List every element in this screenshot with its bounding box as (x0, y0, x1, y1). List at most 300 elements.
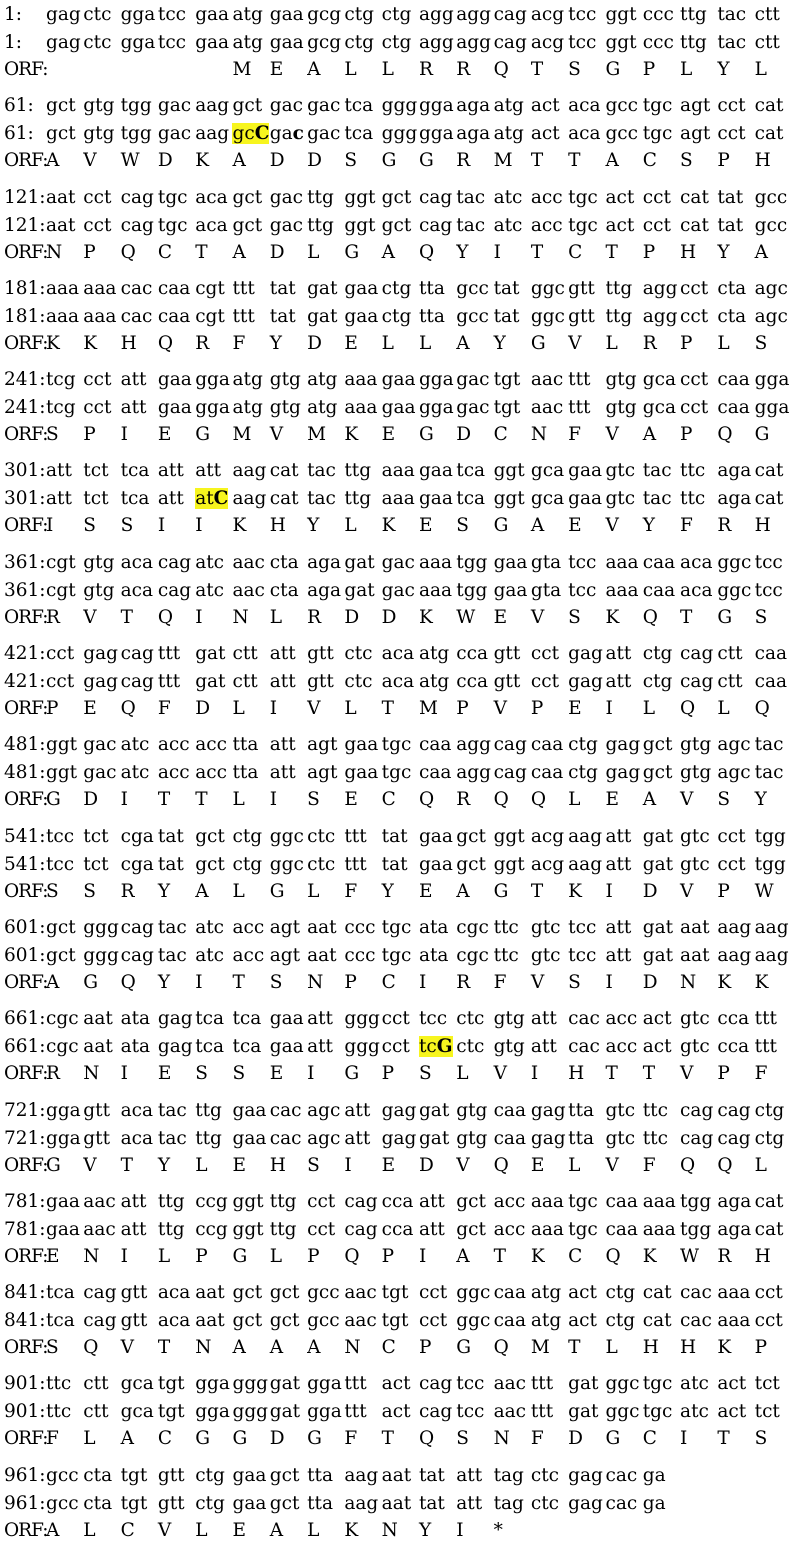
codon: tcc (157, 32, 187, 53)
codon: gac (157, 95, 192, 117)
codon: aga (307, 551, 341, 573)
codon: gtt (83, 1099, 111, 1121)
codon: tcg (46, 369, 76, 391)
codon: gaa (269, 32, 304, 53)
codon: gga (195, 369, 230, 391)
amino-acid: F (530, 1428, 544, 1450)
amino-acid: D (418, 1154, 434, 1176)
codon: gag (530, 1099, 566, 1121)
codon: gga (46, 1127, 81, 1149)
codon: caa (605, 1218, 638, 1240)
codon: ttt (344, 1373, 367, 1395)
orf-translation-line (4, 1518, 531, 1544)
codon: gca (642, 369, 676, 391)
codon: gca (120, 1401, 154, 1423)
codon: acc (530, 214, 563, 236)
codon: ttt (232, 277, 255, 299)
codon: ggt (232, 1218, 264, 1240)
codon: att (307, 1036, 333, 1058)
codon: tgc (157, 214, 188, 236)
amino-acid: I (195, 971, 203, 993)
codon: att (418, 1190, 445, 1212)
amino-acid: W (456, 606, 476, 628)
amino-acid: S (717, 789, 731, 811)
amino-acid: A (456, 1245, 470, 1267)
codon: tgc (642, 1373, 673, 1395)
codon: tcc (568, 944, 597, 966)
query-sequence-line (4, 1126, 792, 1152)
codon: ctt (717, 671, 743, 693)
codon: tgc (157, 186, 188, 208)
codon: ttt (344, 825, 367, 847)
codon: acc (530, 186, 563, 208)
codon: ggg (83, 916, 119, 938)
codon: gaa (195, 32, 230, 53)
codon: gga (195, 397, 230, 419)
codon: att (605, 825, 632, 847)
amino-acid: A (269, 1337, 284, 1359)
codon: aat (307, 916, 337, 938)
codon: ttg (605, 277, 633, 299)
codon: cgt (46, 551, 76, 573)
codon: ccc (344, 916, 376, 938)
codon: gtc (680, 1008, 710, 1030)
codon: cta (83, 1492, 113, 1514)
codon: gca (530, 460, 565, 482)
codon: agg (642, 277, 678, 299)
amino-acid: C (642, 150, 657, 172)
codon: att (157, 460, 184, 482)
orf-translation-line (4, 331, 792, 357)
amino-acid: S (344, 150, 358, 172)
codon: gct (269, 1282, 300, 1304)
codon: cct (83, 186, 112, 208)
amino-acid: H (269, 515, 286, 537)
mutation-highlight (232, 123, 269, 144)
codon: atg (418, 671, 450, 693)
codon: cct (418, 1282, 448, 1304)
position-label: 61: (4, 95, 34, 117)
codon: cag (680, 1127, 714, 1149)
codon: agg (456, 734, 491, 756)
codon: att (456, 1464, 483, 1486)
position-label: 721: (4, 1127, 46, 1149)
amino-acid: A (381, 241, 396, 263)
amino-acid: Q (680, 698, 696, 720)
codon: gga (418, 369, 454, 391)
codon: tca (195, 1008, 225, 1030)
codon: gtg (456, 1127, 488, 1149)
position-label: 361: (4, 551, 46, 573)
codon: aaa (344, 397, 378, 419)
orf-translation-line (4, 1061, 792, 1087)
mutated-codon (195, 486, 232, 512)
amino-acid: Y (381, 880, 394, 902)
position-label: 301: (4, 460, 46, 482)
codon: gcc (46, 1492, 79, 1514)
codon: cct (717, 853, 746, 875)
codon: acc (605, 1008, 638, 1030)
codon: gaa (418, 460, 453, 482)
alignment-block (4, 0, 780, 91)
codon: aca (157, 1310, 191, 1332)
codon: gtc (680, 1036, 710, 1058)
amino-acid: I (120, 789, 128, 811)
alignment-block (4, 365, 790, 456)
codon: ggt (46, 734, 78, 756)
codon: cac (120, 277, 153, 299)
amino-acid: Y (754, 789, 767, 811)
amino-acid: T (568, 150, 581, 172)
amino-acid: G (46, 1154, 61, 1176)
codon: tct (83, 488, 109, 510)
amino-acid: T (530, 880, 544, 902)
amino-acid: N (493, 1428, 510, 1450)
amino-acid: K (195, 150, 210, 172)
position-label: 781: (4, 1218, 46, 1240)
codon: agg (456, 32, 491, 53)
amino-acid: L (195, 1519, 208, 1541)
codon: att (605, 853, 632, 875)
mutated-base: C (254, 123, 270, 145)
amino-acid: S (83, 880, 96, 902)
amino-acid: C (381, 1337, 396, 1359)
codon: aca (568, 123, 601, 145)
codon: ggt (493, 488, 525, 510)
codon: ttg (195, 1127, 222, 1149)
codon: gac (157, 123, 192, 145)
position-label: 481: (4, 734, 46, 756)
codon: ggc (605, 1401, 640, 1423)
codon: caa (605, 1190, 638, 1212)
amino-acid: R (418, 59, 433, 80)
amino-acid: P (680, 332, 693, 354)
codon: gaa (418, 825, 453, 847)
amino-acid: D (269, 150, 285, 172)
amino-acid: D (269, 241, 285, 263)
amino-acid: E (381, 1154, 396, 1176)
codon: agc (307, 1099, 341, 1121)
codon: gtc (680, 825, 710, 847)
amino-acid: K (232, 515, 247, 537)
amino-acid: P (418, 1337, 432, 1359)
amino-acid: S (46, 1337, 59, 1359)
codon: gct (232, 95, 263, 117)
reference-sequence-line (4, 185, 792, 211)
amino-acid: Y (157, 971, 171, 993)
amino-acid: Q (530, 789, 547, 811)
codon: aga (717, 488, 752, 510)
codon: gat (642, 853, 674, 875)
codon: agg (642, 305, 678, 327)
codon: cat (754, 460, 784, 482)
alignment-block (4, 548, 783, 639)
amino-acid: Q (754, 698, 770, 720)
amino-acid: D (381, 606, 397, 628)
codon: ctc (530, 1492, 560, 1514)
codon: aat (83, 1008, 113, 1030)
codon: aaa (418, 551, 453, 573)
amino-acid: L (568, 1154, 581, 1176)
codon: ctc (307, 825, 336, 847)
codon-text (270, 123, 304, 144)
amino-acid: L (605, 1337, 618, 1359)
amino-acid: V (83, 606, 97, 628)
codon: gca (642, 397, 676, 419)
codon: tgc (642, 95, 673, 117)
amino-acid: C (381, 789, 396, 811)
amino-acid: I (269, 789, 278, 811)
codon: gaa (232, 1099, 267, 1121)
amino-acid: I (120, 1063, 128, 1085)
amino-acid: I (530, 1063, 539, 1085)
codon: tgt (157, 1401, 185, 1423)
codon: ttc (493, 916, 519, 938)
codon: gaa (418, 488, 453, 510)
codon: gaa (195, 4, 230, 25)
amino-acid: G (46, 789, 61, 811)
amino-acid: I (418, 1245, 427, 1267)
amino-acid: S (568, 971, 581, 993)
codon: cgc (46, 1008, 79, 1030)
codon: ctg (381, 4, 412, 25)
codon: cct (754, 1282, 783, 1304)
query-sequence-line (4, 121, 792, 147)
codon: tgg (680, 1218, 712, 1240)
amino-acid: H (568, 1063, 585, 1085)
codon: tcc (568, 551, 597, 573)
codon: gag (605, 762, 641, 784)
amino-acid: E (269, 1063, 284, 1085)
amino-acid: M (530, 1337, 550, 1359)
amino-acid: F (493, 971, 507, 993)
codon: gac (307, 123, 341, 145)
amino-acid: A (307, 59, 321, 80)
codon: cta (83, 1464, 113, 1486)
codon: cag (493, 32, 527, 53)
codon: tct (754, 1401, 780, 1423)
codon: ctt (83, 1401, 109, 1423)
codon: tac (717, 4, 747, 25)
codon: cag (717, 1099, 751, 1121)
codon: ccc (642, 4, 674, 25)
amino-acid: T (568, 1337, 581, 1359)
codon: ggt (232, 1190, 264, 1212)
amino-acid: I (120, 424, 128, 446)
position-label: 601: (4, 944, 46, 966)
amino-acid: V (680, 880, 694, 902)
codon: ctg (344, 32, 375, 53)
amino-acid: E (605, 789, 619, 811)
amino-acid: E (157, 1063, 172, 1085)
amino-acid: V (83, 1154, 97, 1176)
codon: gct (46, 123, 76, 145)
amino-acid: Y (418, 1519, 432, 1541)
codon: aac (530, 397, 564, 419)
codon: gag (157, 1008, 193, 1030)
codon: cct (83, 369, 112, 391)
amino-acid: T (157, 789, 171, 811)
codon: ttt (568, 369, 591, 391)
position-label: 121: (4, 214, 46, 236)
codon: aat (680, 944, 710, 966)
codon: gga (418, 397, 454, 419)
amino-acid: S (120, 515, 134, 537)
amino-acid: G (232, 1245, 248, 1267)
codon: tac (642, 488, 672, 510)
codon: gat (195, 671, 226, 693)
codon: aat (46, 186, 76, 208)
amino-acid: K (717, 971, 732, 993)
codon: atg (418, 643, 450, 665)
codon: att (530, 1008, 557, 1030)
codon: ggg (344, 1036, 380, 1058)
amino-acid: L (307, 1519, 320, 1541)
codon: tta (568, 1127, 595, 1149)
position-label: 181: (4, 305, 46, 327)
amino-acid: D (642, 971, 658, 993)
amino-acid: H (680, 241, 697, 263)
amino-acid: G (344, 1063, 360, 1085)
codon: ctt (232, 671, 258, 693)
codon: ggt (605, 32, 637, 53)
codon: att (344, 1127, 371, 1149)
codon-prefix: tc (418, 1036, 437, 1058)
codon: cag (680, 1099, 714, 1121)
amino-acid: G (195, 424, 210, 446)
codon: tta (418, 305, 445, 327)
orf-label: ORF: (4, 1519, 48, 1541)
codon: aaa (717, 1310, 751, 1332)
position-label: 481: (4, 762, 46, 784)
codon: gcc (307, 1310, 340, 1332)
amino-acid: L (157, 1245, 171, 1267)
query-sequence-line (4, 943, 792, 969)
codon: cag (157, 551, 192, 573)
codon: gtg (269, 369, 301, 391)
amino-acid: Y (157, 880, 171, 902)
codon: tgc (381, 916, 412, 938)
codon: tgc (642, 1401, 673, 1423)
amino-acid: A (307, 1337, 321, 1359)
amino-acid: G (456, 1337, 472, 1359)
codon: aaa (344, 369, 378, 391)
codon: tat (269, 305, 296, 327)
amino-acid: T (530, 150, 544, 172)
codon: ctc (456, 1036, 485, 1058)
amino-acid: P (381, 1063, 395, 1085)
orf-translation-line (4, 240, 792, 266)
codon: aca (680, 579, 713, 601)
codon: ttg (307, 214, 334, 236)
codon: aag (568, 853, 603, 875)
codon: tat (381, 825, 408, 847)
codon: tgg (120, 123, 152, 145)
amino-acid: T (605, 1063, 618, 1085)
codon: act (717, 1373, 747, 1395)
codon: tgc (381, 734, 412, 756)
codon: cac (120, 305, 153, 327)
codon: gac (269, 214, 304, 236)
codon: gaa (269, 4, 304, 25)
position-label: 841: (4, 1310, 46, 1332)
codon: aac (232, 551, 265, 573)
amino-acid: T (195, 241, 208, 263)
codon: aag (717, 916, 752, 938)
amino-acid: H (269, 1154, 286, 1176)
amino-acid: Q (605, 1245, 621, 1267)
amino-acid: M (307, 424, 327, 446)
codon: acc (605, 1036, 638, 1058)
codon: aaa (381, 488, 415, 510)
orf-label: ORF: (4, 515, 48, 537)
codon: cct (717, 825, 746, 847)
amino-acid: G (493, 880, 509, 902)
codon: aca (120, 1099, 154, 1121)
amino-acid: S (754, 1428, 768, 1450)
codon: aag (195, 123, 230, 145)
codon: ttc (493, 944, 519, 966)
amino-acid: G (418, 424, 434, 446)
codon: gtt (120, 1310, 148, 1332)
amino-acid: Q (157, 606, 174, 628)
codon: ctc (456, 1008, 485, 1030)
codon: aaa (83, 305, 117, 327)
codon: cct (46, 643, 75, 665)
codon: cta (269, 579, 299, 601)
amino-acid: P (307, 1245, 320, 1267)
codon: cct (83, 397, 112, 419)
codon-prefix: gc (232, 123, 255, 145)
codon: gga (418, 95, 454, 117)
orf-label: ORF: (4, 1063, 48, 1085)
amino-acid: A (642, 789, 657, 811)
codon: att (530, 1036, 557, 1058)
codon: aaa (46, 277, 80, 299)
amino-acid: N (381, 1519, 398, 1541)
codon: gag (530, 1127, 566, 1149)
amino-acid: L (232, 789, 245, 811)
codon: acg (530, 853, 565, 875)
codon: ggg (232, 1401, 269, 1423)
codon: tgt (381, 1310, 409, 1332)
codon: tca (46, 1282, 75, 1304)
amino-acid: T (120, 606, 133, 628)
codon: cct (307, 1218, 336, 1240)
codon: tac (157, 944, 187, 966)
codon: tat (493, 277, 520, 299)
codon: tag (493, 1492, 524, 1514)
amino-acid: I (269, 698, 278, 720)
amino-acid: Y (269, 332, 282, 354)
codon: att (269, 643, 296, 665)
query-sequence-line (4, 1491, 680, 1517)
position-label: 541: (4, 825, 46, 847)
query-sequence-line (4, 395, 792, 421)
codon: ctc (83, 32, 112, 53)
codon: gag (46, 4, 81, 25)
codon: cag (493, 4, 527, 25)
amino-acid: V (605, 424, 619, 446)
codon: att (344, 1099, 371, 1121)
reference-sequence-line (4, 550, 792, 576)
codon: tgc (381, 944, 412, 966)
codon: ctg (754, 1127, 785, 1149)
codon: cag (83, 1310, 117, 1332)
codon: cat (680, 214, 709, 236)
codon: ctg (381, 277, 412, 299)
query-sequence-line (4, 760, 792, 786)
